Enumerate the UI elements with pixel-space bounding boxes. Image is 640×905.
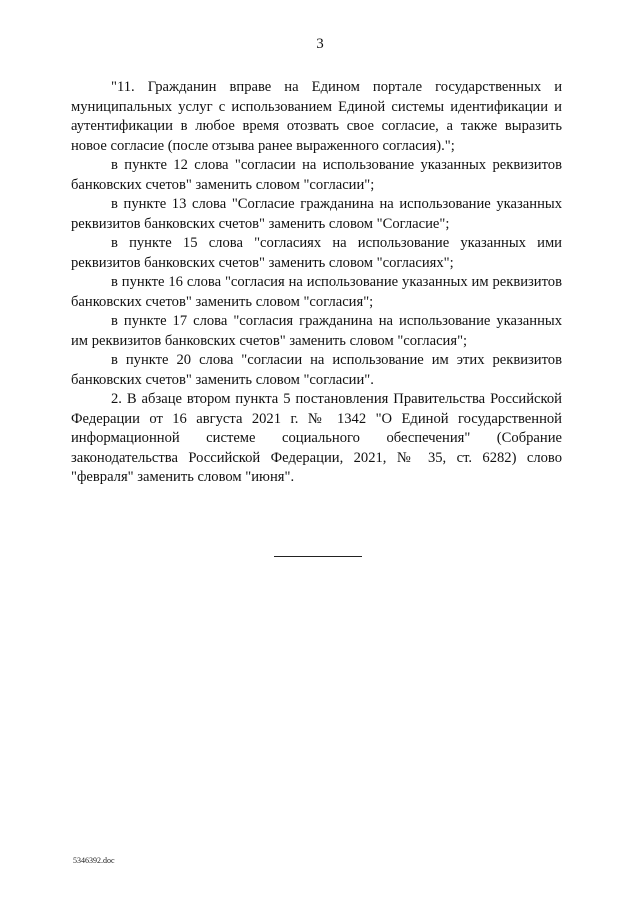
paragraph-point-16: в пункте 16 слова "согласия на использование указанных им реквизитов банковских счетов" заменить словом "согласия"; [71,274,562,310]
paragraph-point-17: в пункте 17 слова "согласия гражданина на использование указанных им реквизитов банковских счетов" заменить словом "согласия"; [71,313,562,349]
paragraph-point-12: в пункте 12 слова "согласии на использование указанных реквизитов банковских счетов" заменить словом "согласии"; [71,157,562,193]
paragraph-point-20: в пункте 20 слова "согласии на использование им этих реквизитов банковских счетов" заменить словом "согласии". [71,352,562,388]
page-number: 3 [316,36,324,52]
paragraph-point-13: в пункте 13 слова "Согласие гражданина на использование указанных реквизитов банковских счетов" заменить словом "Согласие"; [71,196,562,232]
paragraph-point-15: в пункте 15 слова "согласиях на использование указанных ими реквизитов банковских счетов" заменить словом "согласиях"; [71,235,562,271]
document-body [71,78,562,488]
paragraph-item-11: "11. Гражданин вправе на Едином портале государственных и муниципальных услуг с использованием Единой системы идентификации и аутентификации в любое время отозвать свое согласие, а также выразить новое согласие (после отзыва ранее выраженного согласия)."; [71,79,562,154]
paragraph-section-2: 2. В абзаце втором пункта 5 постановления Правительства Российской Федерации от 16 августа 2021 г. № 1342 "О Единой государственной информационной системе социального обеспечения" (Собрание законодательства Российской Федерации, 2021, № 35, ст. 6282) слово "февраля" заменить словом "июня". [71,391,562,485]
file-reference: 5346392.doc [73,856,115,865]
end-separator-line [274,556,362,557]
